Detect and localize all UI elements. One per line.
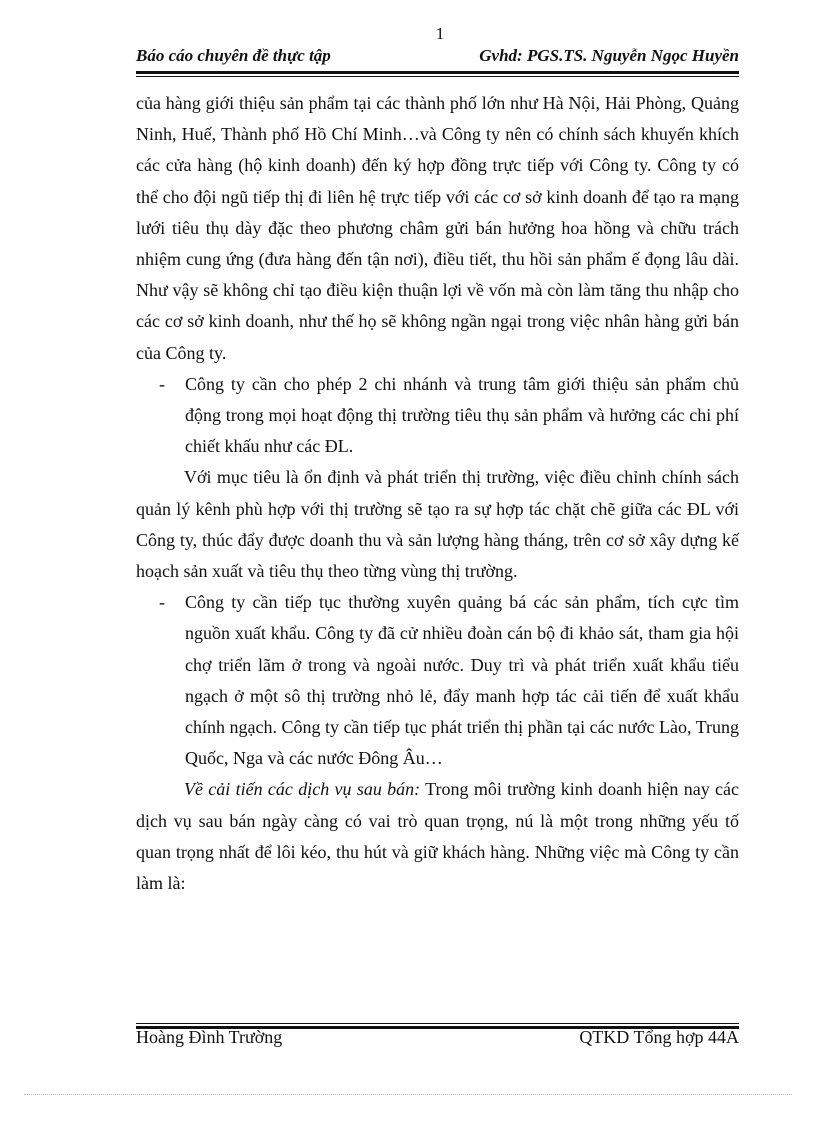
- header-rule-thin: [136, 76, 739, 77]
- header-rule-thick: [136, 71, 739, 74]
- page-number: 1: [435, 24, 445, 43]
- bullet-text: Công ty cần tiếp tục thường xuyên quảng bá các sản phẩm, tích cực tìm nguồn xuất khẩu. Công ty đã cử nhiều đoàn cán bộ đi khảo sát, tham gia hội chợ triển lãm ở trong và ngoài nước. Duy trì và phát triển xuất khẩu tiểu ngạch ở một sô thị trường nhỏ lẻ, đẩy manh hợp tác cải tiến để xuất khẩu chính ngạch. Công ty cần tiếp tục phát triển thị phần tại các nước Lào, Trung Quốc, Nga và các nước Đông Âu…: [185, 592, 739, 769]
- bullet-dash: -: [159, 373, 165, 394]
- bullet-text: Công ty cần cho phép 2 chi nhánh và trung tâm giới thiệu sản phẩm chủ động trong mọi hoạt động thị trường tiêu thụ sản phẩm và hưởng các chi phí chiết khấu như các ĐL.: [185, 373, 739, 457]
- page-boundary-dotted-line: [24, 1094, 792, 1095]
- bullet-item-1: [136, 369, 739, 463]
- section-lead-italic: Về cải tiến các dịch vụ sau bán:: [184, 779, 421, 800]
- running-header: [136, 46, 739, 70]
- bullet-item-2: [136, 587, 739, 774]
- bullet-dash: -: [159, 592, 165, 613]
- header-title: Báo cáo chuyên đề thực tập: [136, 46, 331, 65]
- paragraph-1: của hàng giới thiệu sản phẩm tại các thành phố lớn như Hà Nội, Hải Phòng, Quảng Ninh, Huế, Thành phố Hồ Chí Minh…và Công ty nên có chính sách khuyến khích các cửa hàng (hộ kinh doanh) đến ký hợp đồng trực tiếp với Công ty. Công ty có thể cho đội ngũ tiếp thị đi liên hệ trực tiếp với các cơ sở kinh doanh để tạo ra mạng lưới tiêu thụ dày đặc theo phương châm gửi bán hưởng hoa hồng và chữu trách nhiệm cung ứng (đưa hàng đến tận nơi), điều tiết, thu hồi sản phẩm ế đọng lâu dài. Như vậy sẽ không chỉ tạo điều kiện thuận lợi về vốn mà còn làm tăng thu nhập cho các cơ sở kinh doanh, như thế họ sẽ không ngần ngại trong việc nhân hàng gửi bán của Công ty.: [136, 93, 739, 363]
- paragraph-3-text: Trong môi trường kinh doanh hiện nay các dịch vụ sau bán ngày càng có vai trò quan trọng, nú là một trong những yếu tố quan trọng nhất để lôi kéo, thu hút và giữ khách hàng. Những việc mà Công ty cần làm là:: [136, 779, 739, 894]
- footer-author: Hoàng Đình Trường: [136, 1027, 283, 1047]
- paragraph-2: Với mục tiêu là ổn định và phát triển thị trường, việc điều chỉnh chính sách quản lý kênh phù hợp với thị trường sẽ tạo ra sự hợp tác chặt chẽ giữa các ĐL với Công ty, thúc đẩy được doanh thu và sản lượng hàng tháng, trên cơ sở xây dựng kế hoạch sản xuất và tiêu thụ theo từng vùng thị trường.: [136, 467, 739, 582]
- footer-class: QTKD Tổng hợp 44A: [579, 1027, 739, 1047]
- footer-rule-thin: [136, 1023, 739, 1024]
- header-supervisor: Gvhd: PGS.TS. Nguyễn Ngọc Huyền: [479, 46, 739, 65]
- paragraph-3: [136, 774, 739, 899]
- document-body: [136, 88, 739, 899]
